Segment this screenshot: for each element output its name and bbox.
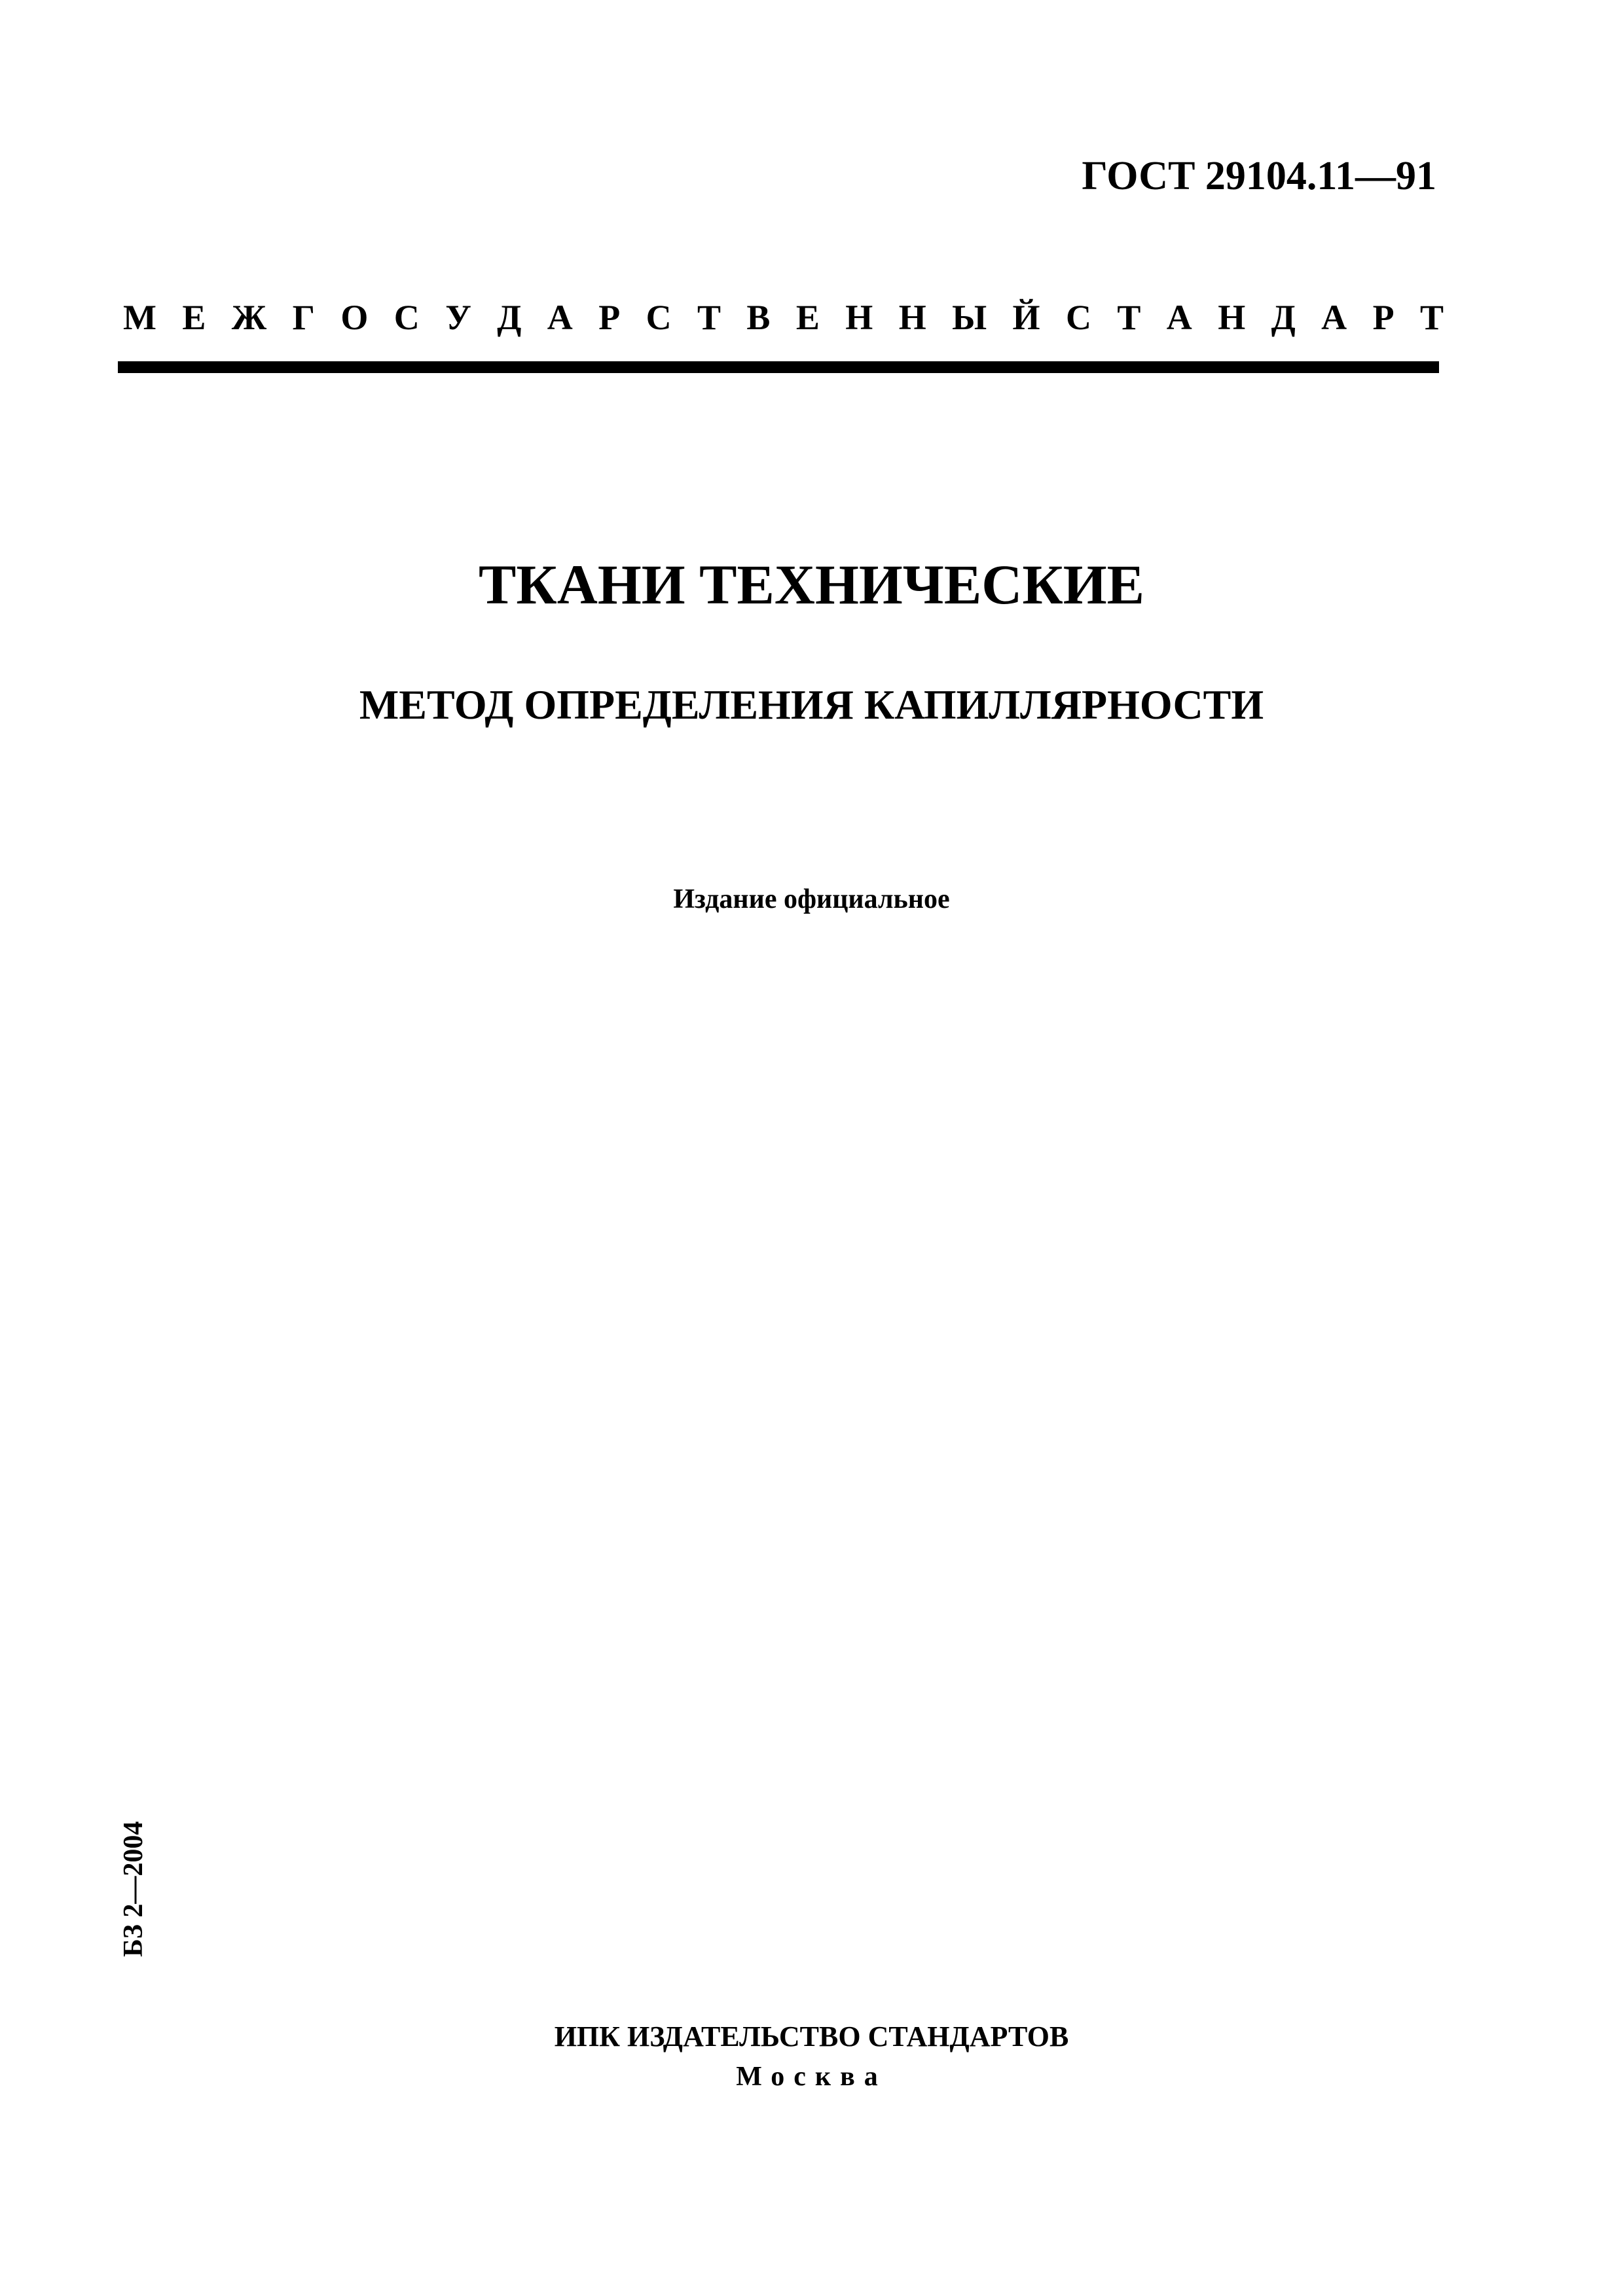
side-code: БЗ 2—2004 (119, 1821, 149, 1957)
document-title: ТКАНИ ТЕХНИЧЕСКИЕ (479, 553, 1144, 616)
standard-kind: М Е Ж Г О С У Д А Р С Т В Е Н Н Ы Й С Т А Н Д А Р Т (123, 298, 1444, 337)
edition-label: Издание официальное (673, 884, 950, 914)
heading-rule (118, 361, 1439, 373)
publisher-city: Москва (736, 2062, 887, 2092)
document-subtitle: МЕТОД ОПРЕДЕЛЕНИЯ КАПИЛЛЯРНОСТИ (359, 681, 1264, 728)
publisher-name: ИПК ИЗДАТЕЛЬСТВО СТАНДАРТОВ (554, 2020, 1069, 2053)
document-code: ГОСТ 29104.11—91 (1082, 154, 1436, 198)
